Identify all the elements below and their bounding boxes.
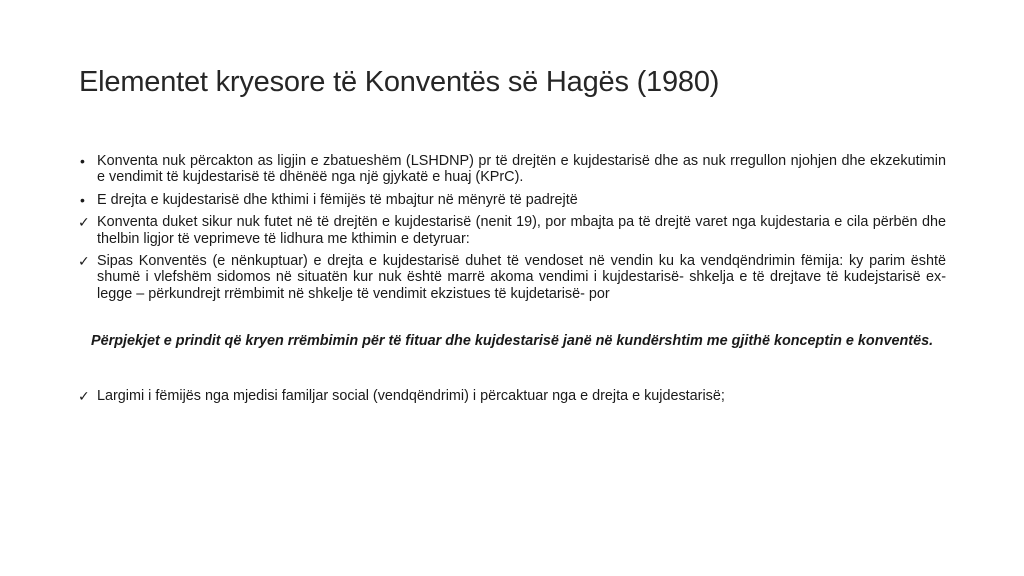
list-item-text: Konventa duket sikur nuk futet në të drejtën e kujdestarisë (nenit 19), por mbajta pa të drejtë varet nga kujdestaria e cila përbën dhe thelbin ligjor të veprimeve të lidhura me kthimin e detyruar: (97, 214, 946, 247)
list-item (78, 253, 946, 302)
checkmark-icon: ✓ (78, 253, 90, 270)
list-item-text: E drejta e kujdestarisë dhe kthimi i fëmijës të mbajtur në mënyrë të padrejtë (97, 191, 578, 208)
list-item (78, 388, 946, 404)
list-item (78, 214, 946, 247)
checkmark-icon: ✓ (78, 214, 90, 231)
bullet-icon: • (80, 153, 85, 169)
list-item (78, 192, 946, 208)
checkmark-icon: ✓ (78, 387, 90, 404)
emphasis-paragraph: Përpjekjet e prindit që kryen rrëmbimin për të fituar dhe kujdestarisë janë në kundërshtim me gjithë konceptin e konventës. (91, 333, 934, 350)
bullet-icon: • (80, 191, 85, 208)
list-item-text: Konventa nuk përcakton as ligjin e zbatueshëm (LSHDNP) pr të drejtën e kujdestarisë dhe as nuk rregullon njohjen dhe ekzekutimin e vendimit të kujdestarisë të dhënëë nga një gjykatë e huaj (KPrC). (97, 153, 946, 186)
slide-title: Elementet kryesore të Konventës së Hagës (1980) (79, 66, 720, 98)
list-item (78, 153, 946, 186)
list-item-text: Sipas Konventës (e nënkuptuar) e drejta e kujdestarisë duhet të vendoset në vendin ku ka vendqëndrimin fëmija: ky parim është shumë i vlefshëm sidomos në situatën kur nuk është marrë akoma vendimi i kujdestarisë- shkelja e të drejtave të kudejstarisë ex-legge – përkundrejt rrëmbimit në shkelje të vendimit ekzistues të kujdetarisë- por (97, 253, 946, 302)
slide-content (78, 153, 946, 410)
list-item-text: Largimi i fëmijës nga mjedisi familjar social (vendqëndrimi) i përcaktuar nga e drejta e kujdestarisë; (97, 387, 725, 404)
